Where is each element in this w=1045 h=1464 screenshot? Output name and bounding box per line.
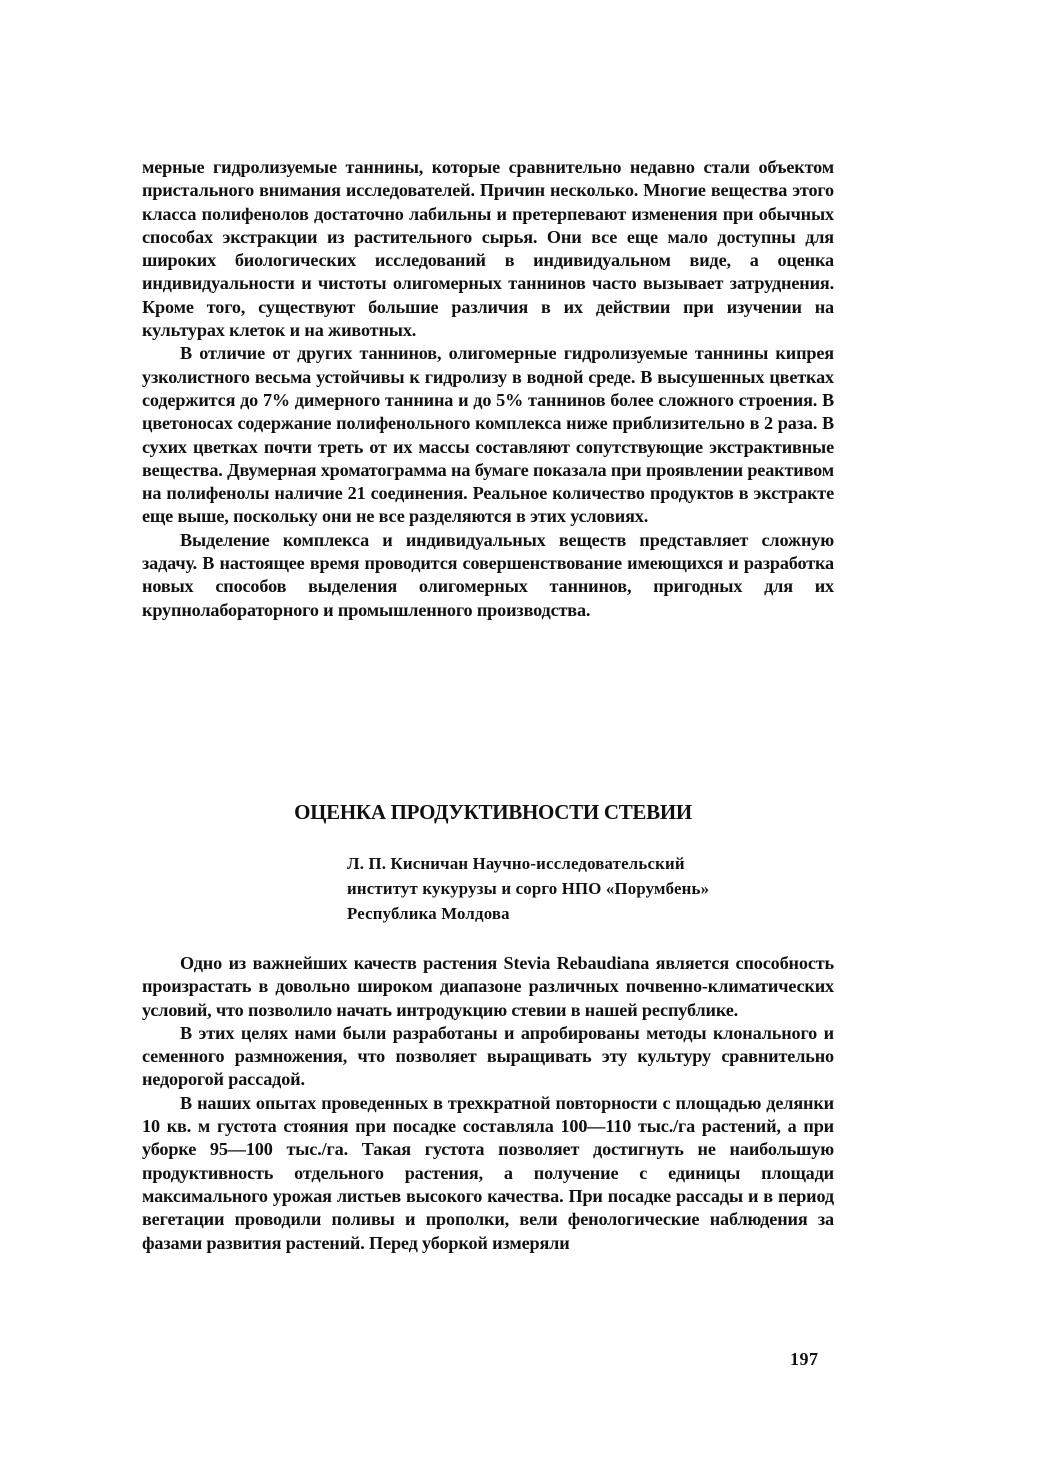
author-line-3: Республика Молдова — [347, 904, 510, 923]
paragraph-3: Выделение комплекса и индивидуальных веществ представляет сложную задачу. В настоящее время проводится совершенствование имеющихся и разработка новых способов выделения олигомерных таннинов, пригодных для их крупнолабораторного и промышленного производства. — [142, 529, 834, 620]
author-line-2: институт кукурузы и сорго НПО «Порумбень» — [347, 879, 710, 898]
paragraph-4: Одно из важнейших качеств растения Stevia Rebaudiana является способность произрастать в довольно широком диапазоне различных почвенно-климатических условий, что позволило начать интродукцию стевии в нашей республике. — [142, 953, 834, 1020]
paragraph-6: В наших опытах проведенных в трехкратной повторности с площадью делянки 10 кв. м густота стояния при посадке составляла 100—110 тыс./га растений, а при уборке 95—100 тыс./га. Такая густота позволяет достигнуть не наибольшую продуктивность отдельного растения, а получение с единицы площади максимального урожая листьев высокого качества. При посадке рассады и в период вегетации проводили поливы и прополки, вели фенологические наблюдения за фазами развития растений. Перед уборкой измеряли — [142, 1092, 834, 1253]
article-body — [142, 952, 834, 1255]
article-title: ОЦЕНКА ПРОДУКТИВНОСТИ СТЕВИИ — [294, 800, 692, 824]
author-affiliation — [347, 851, 817, 926]
paragraph-5: В этих целях нами были разработаны и апробированы методы клонального и семенного размножения, что позволяет выращивать эту культуру сравнительно недорогой рассадой. — [142, 1022, 834, 1090]
author-line-1: Л. П. Кисничан Научно-исследовательский — [347, 854, 685, 873]
paragraph-2: В отличие от других таннинов, олигомерные гидролизуемые таннины кипрея узколистного весьма устойчивы к гидролизу в водной среде. В высушенных цветках содержится до 7% димерного таннина и до 5% таннинов более сложного строения. В цветоносах содержание полифенольного комплекса ниже приблизительно в 2 раза. В сухих цветках почти треть от их массы составляют сопутствующие экстрактивные вещества. Двумерная хроматограмма на бумаге показала при проявлении реактивом на полифенолы наличие 21 соединения. Реальное количество продуктов в экстракте еще выше, поскольку они не все разделяются в этих условиях. — [142, 343, 834, 527]
page-number: 197 — [790, 1349, 819, 1369]
paragraph-1: мерные гидролизуемые таннины, которые сравнительно недавно стали объектом пристального внимания исследователей. Причин несколько. Многие вещества этого класса полифенолов достаточно лабильны и претерпевают изменения при обычных способах экстракции из растительного сырья. Они все еще мало доступны для широких биологических исследований в индивидуальном виде, а оценка индивидуальности и чистоты олигомерных таннинов часто вызывает затруднения. Кроме того, существуют большие различия в их действии при изучении на культурах клеток и на животных. — [142, 157, 834, 341]
article-continuation — [142, 156, 834, 622]
